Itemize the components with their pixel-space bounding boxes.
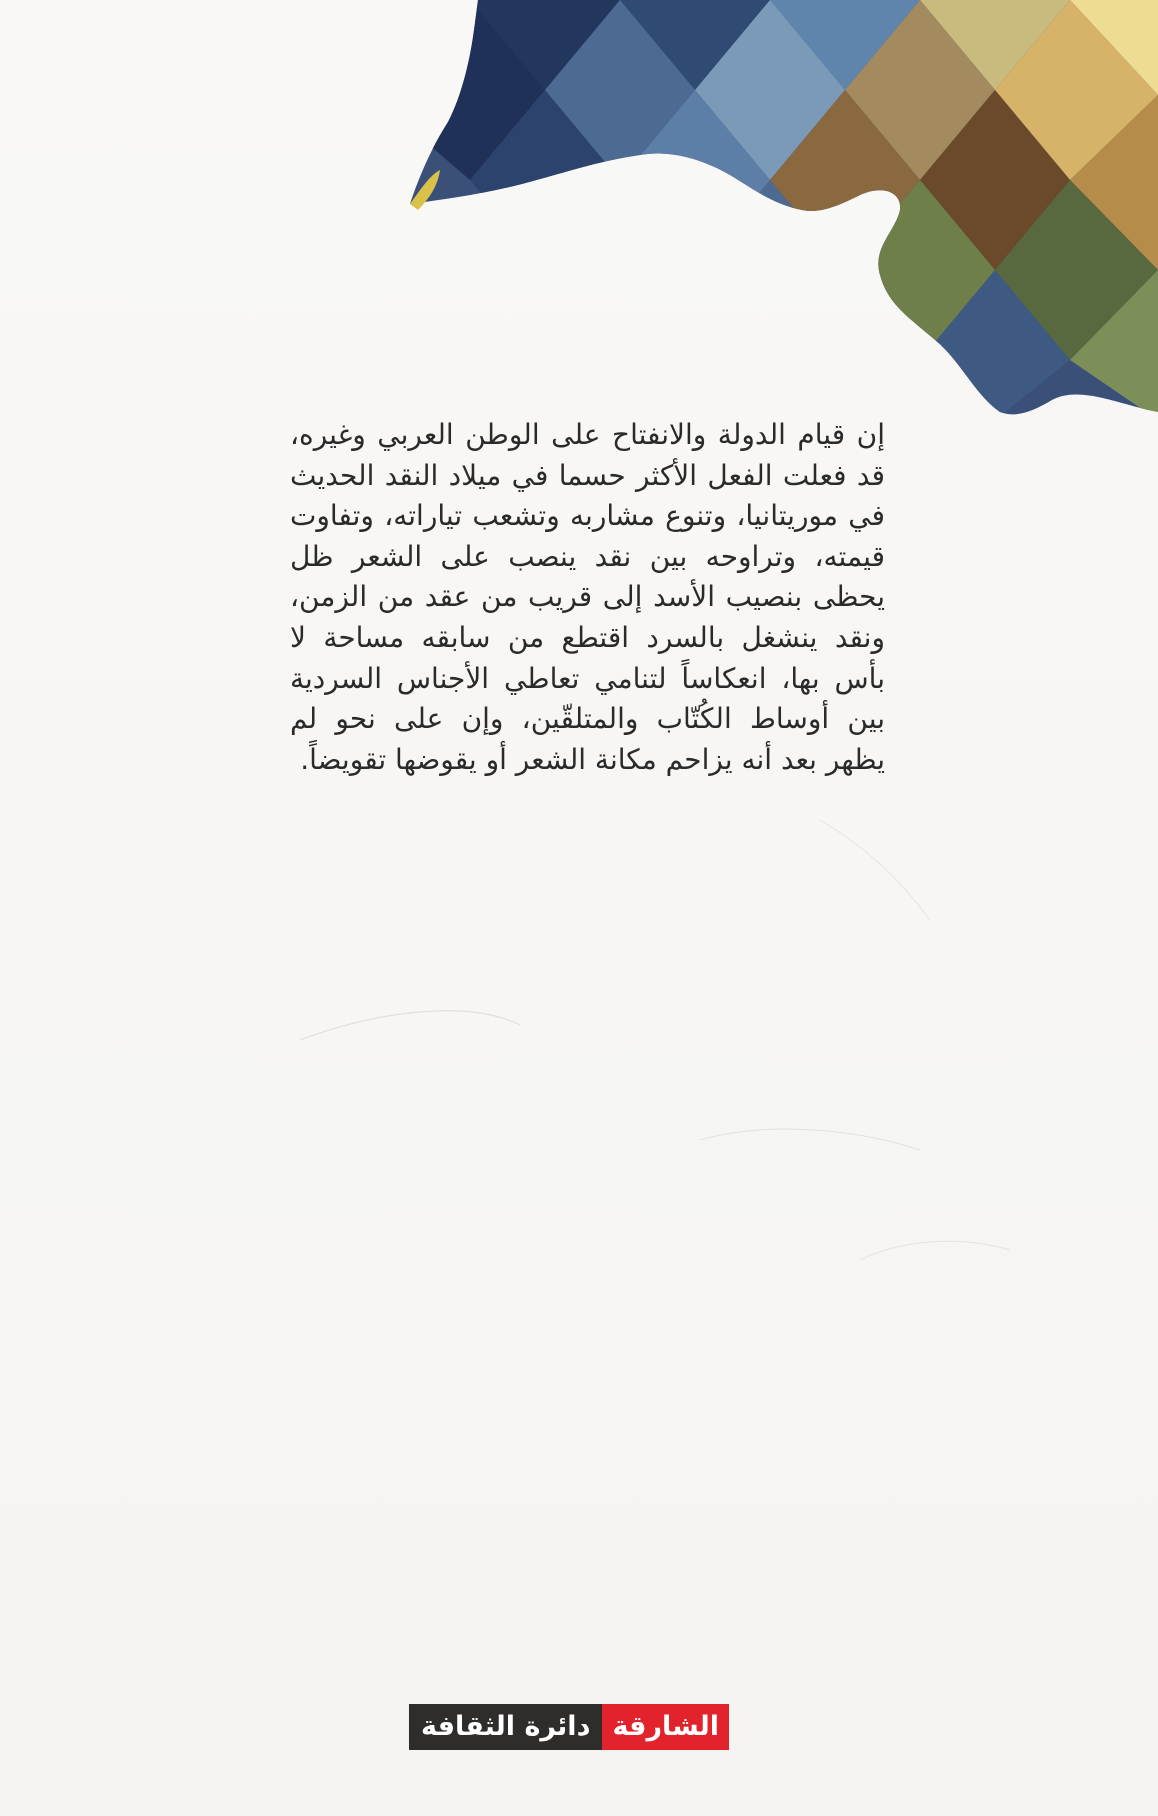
back-cover-blurb: إن قيام الدولة والانفتاح على الوطن العربي وغيره، قد فعلت الفعل الأكثر حسما في ميلاد النقد الحديث في موريتانيا، وتنوع مشاربه وتشعب تياراته، وتفاوت قيمته، وتراوحه بين نقد ينصب على الشعر ظل يحظى بنصيب الأسد إلى قريب من عقد من الزمن، ونقد ينشغل بالسرد اقتطع من سابقه مساحة لا بأس بها، انعكاساً لتنامي تعاطي الأجناس السردية بين أوساط الكُتّاب والمتلقّين، وإن على نحو لم يظهر بعد أنه يزاحم مكانة الشعر أو يقوضها تقويضاً. (290, 418, 885, 776)
publisher-name: دائرة الثقافة (409, 1704, 602, 1750)
publisher-highlight: الشارقة (602, 1704, 729, 1750)
